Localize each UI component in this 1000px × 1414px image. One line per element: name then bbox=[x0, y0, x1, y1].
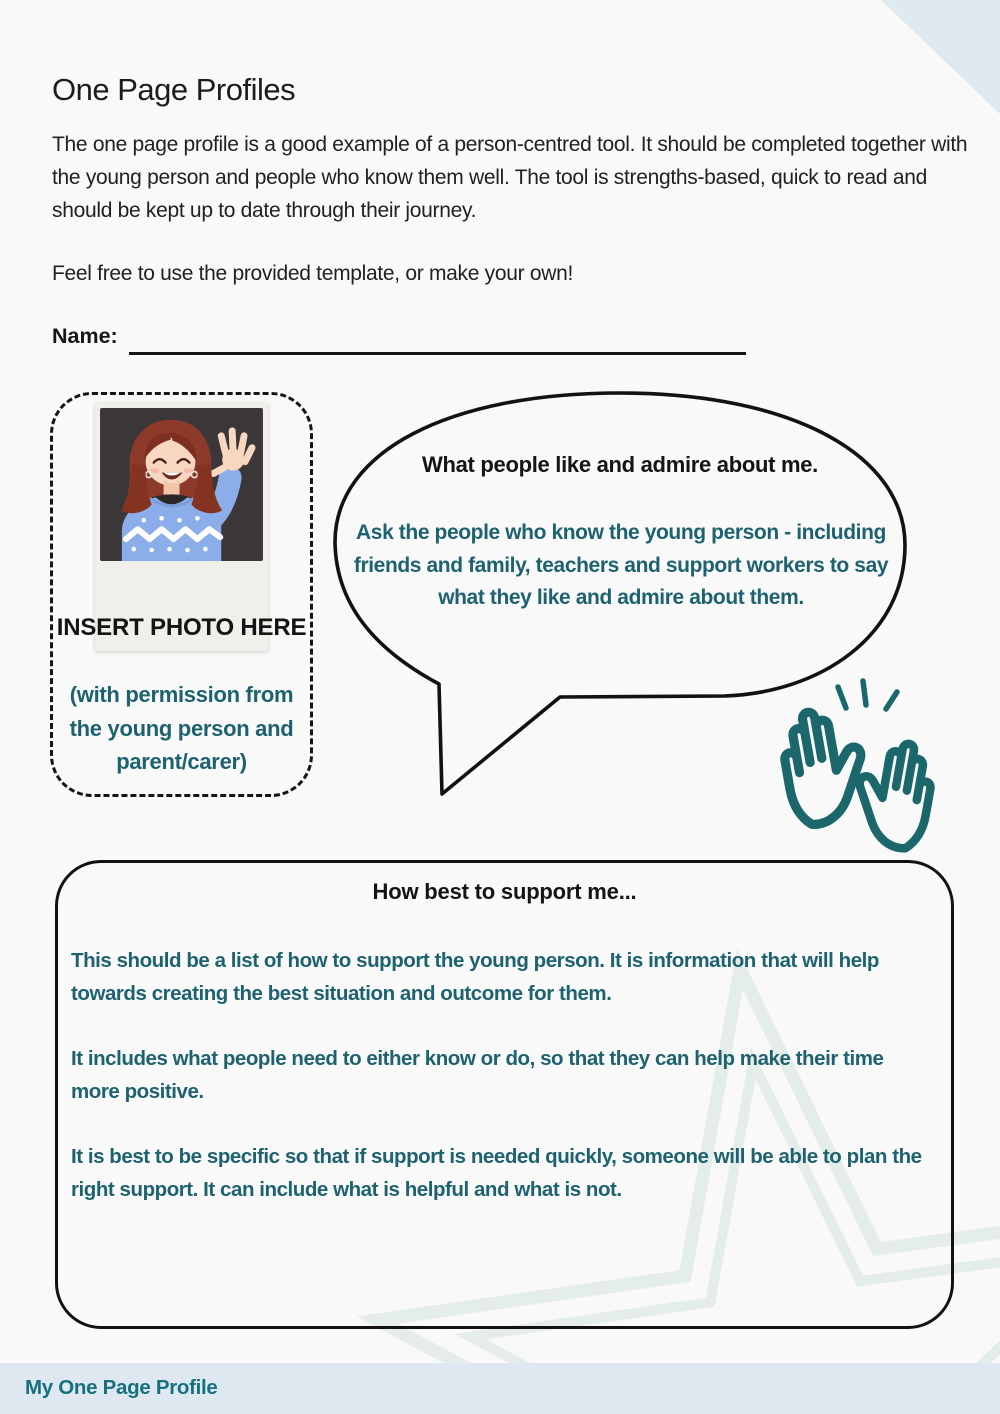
support-paragraph: It is best to be specific so that if support is needed quickly, someone will be able to plan the right support. It can include what is helpful and what is not. bbox=[71, 1145, 922, 1201]
footer-label: My One Page Profile bbox=[25, 1376, 218, 1399]
waving-girl-illustration bbox=[100, 408, 263, 561]
waving-hands-icon bbox=[755, 665, 955, 860]
page-title: One Page Profiles bbox=[52, 72, 296, 107]
intro-paragraph: The one page profile is a good example of a person-centred tool. It should be completed together with the young person and people who know them well. The tool is strengths-based, quick to read and should be kept up to date through their journey. bbox=[52, 133, 968, 222]
support-paragraph: It includes what people need to either know or do, so that they can help make their time more positive. bbox=[71, 1047, 884, 1103]
bubble-title: What people like and admire about me. bbox=[422, 452, 818, 477]
support-box-title: How best to support me... bbox=[372, 879, 637, 904]
name-blank-line bbox=[129, 352, 746, 355]
footer-bar bbox=[0, 1363, 1000, 1414]
insert-photo-label: INSERT PHOTO HERE bbox=[56, 614, 307, 641]
template-note: Feel free to use the provided template, or make your own! bbox=[52, 262, 574, 285]
name-label: Name: bbox=[52, 324, 118, 348]
bubble-body: Ask the people who know the young person - including friends and family, teachers and support workers to say what they like and admire about them. bbox=[353, 521, 889, 609]
support-box bbox=[55, 860, 954, 1329]
permission-note: (with permission from the young person and parent/carer) bbox=[69, 682, 294, 774]
support-paragraph: This should be a list of how to support the young person. It is information that will help towards creating the best situation and outcome for them. bbox=[71, 949, 879, 1005]
